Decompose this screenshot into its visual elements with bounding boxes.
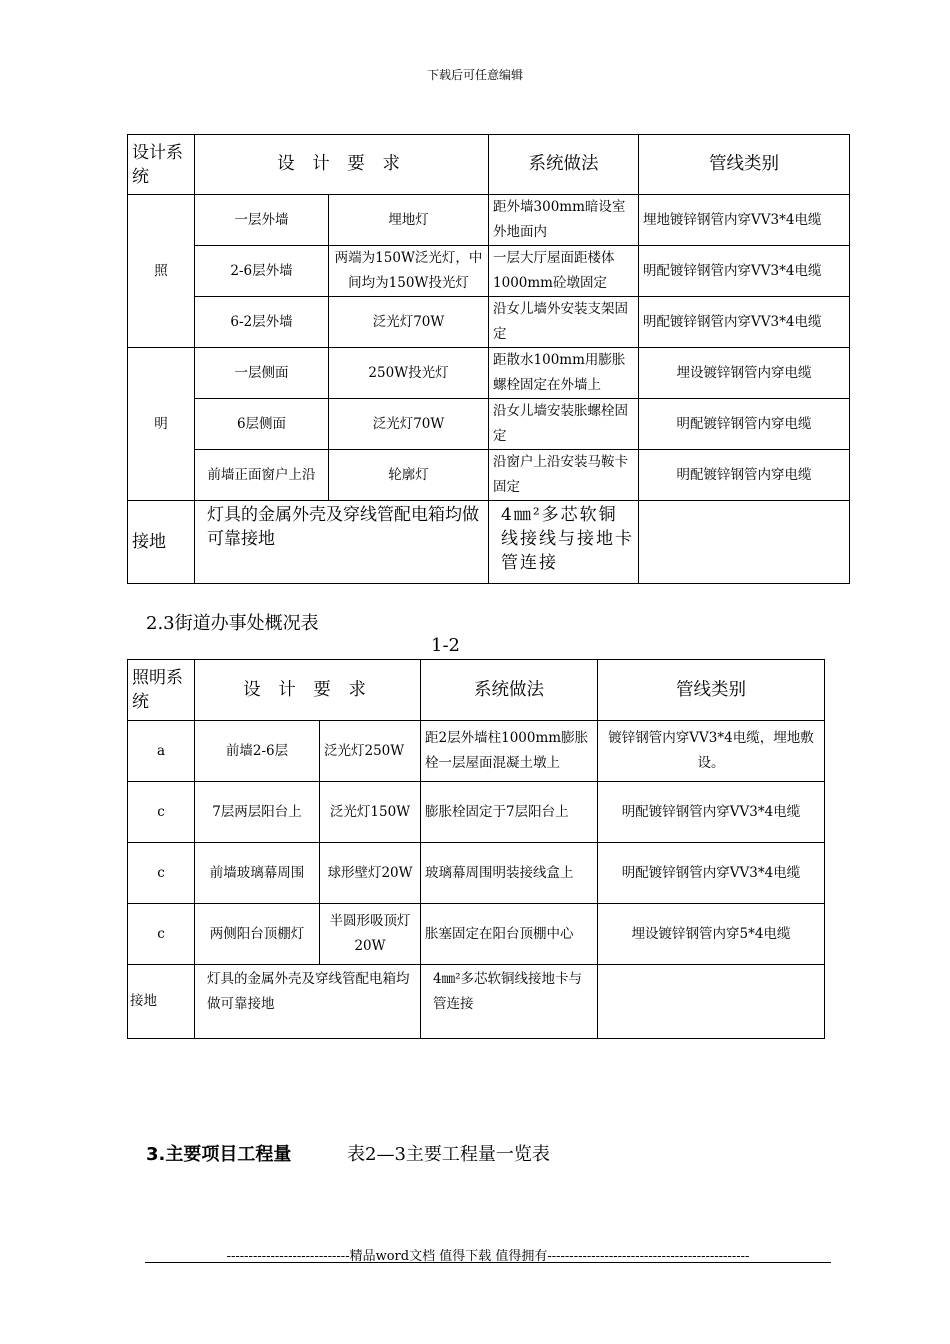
cell-location: 前墙2-6层 <box>195 721 320 782</box>
cell-method: 距外墙300mm暗设室外地面内 <box>489 195 639 246</box>
header-pipe-type: 管线类别 <box>598 660 825 721</box>
cell-system: a <box>128 721 195 782</box>
cell-fixture: 两端为150W泛光灯，中间均为150W投光灯 <box>329 246 489 297</box>
header-pipe-type: 管线类别 <box>639 135 850 195</box>
cell-pipe: 明配镀锌钢管内穿电缆 <box>639 399 850 450</box>
cell-location: 7层两层阳台上 <box>195 782 320 843</box>
grounding-requirement: 灯具的金属外壳及穿线管配电箱均做可靠接地 <box>195 501 489 584</box>
footer-divider <box>145 1262 831 1263</box>
table-row <box>128 450 850 501</box>
cell-fixture: 泛光灯250W <box>320 721 421 782</box>
table-row <box>128 348 850 399</box>
cell-fixture: 泛光灯70W <box>329 297 489 348</box>
cell-method: 胀塞固定在阳台顶棚中心 <box>421 904 598 965</box>
cell-system: c <box>128 904 195 965</box>
cell-pipe: 明配镀锌钢管内穿VV3*4电缆 <box>639 246 850 297</box>
cell-location: 前墙玻璃幕周围 <box>195 843 320 904</box>
cell-method: 一层大厅屋面距楼体1000mm砼墩固定 <box>489 246 639 297</box>
cell-location: 6-2层外墙 <box>195 297 329 348</box>
table-row <box>128 195 850 246</box>
cell-pipe: 埋设镀锌钢管内穿5*4电缆 <box>598 904 825 965</box>
header-design-requirement: 设 计 要 求 <box>195 660 421 721</box>
cell-pipe: 埋地镀锌钢管内穿VV3*4电缆 <box>639 195 850 246</box>
cell-pipe: 明配镀锌钢管内穿电缆 <box>639 450 850 501</box>
header-lighting-system: 照明系统 <box>128 660 195 721</box>
cell-method: 膨胀栓固定于7层阳台上 <box>421 782 598 843</box>
cell-method: 距散水100mm用膨胀螺栓固定在外墙上 <box>489 348 639 399</box>
section-heading-3: 3.主要项目工程量 <box>146 1144 292 1165</box>
lighting-design-table-1 <box>127 134 850 584</box>
table-number: 1-2 <box>431 635 460 656</box>
cell-method: 距2层外墙柱1000mm膨胀栓一层屋面混凝土墩上 <box>421 721 598 782</box>
cell-location: 两侧阳台顶棚灯 <box>195 904 320 965</box>
table-row <box>128 721 825 782</box>
header-design-system: 设计系统 <box>128 135 195 195</box>
cell-method: 沿窗户上沿安装马鞍卡固定 <box>489 450 639 501</box>
grounding-row <box>128 501 850 584</box>
table-row <box>128 297 850 348</box>
table-row <box>128 782 825 843</box>
grounding-pipe <box>598 965 825 1039</box>
cell-system: c <box>128 843 195 904</box>
table-row <box>128 904 825 965</box>
cell-method: 沿女儿墙外安装支架固定 <box>489 297 639 348</box>
lighting-design-table-2 <box>127 659 825 1039</box>
cell-pipe: 明配镀锌钢管内穿VV3*4电缆 <box>598 843 825 904</box>
cell-location: 一层外墙 <box>195 195 329 246</box>
cell-pipe: 埋设镀锌钢管内穿电缆 <box>639 348 850 399</box>
grounding-requirement: 灯具的金属外壳及穿线管配电箱均做可靠接地 <box>195 965 421 1039</box>
cell-location: 前墙正面窗户上沿 <box>195 450 329 501</box>
page-footer: ----------------------------精品word文档 值得下载 值得拥有---------------------------------------------- <box>226 1249 750 1264</box>
cell-location: 一层侧面 <box>195 348 329 399</box>
section-heading-2-3: 2.3街道办事处概况表 <box>146 613 319 634</box>
cell-system: c <box>128 782 195 843</box>
table-row <box>128 843 825 904</box>
group-label-top: 照 <box>128 195 195 348</box>
table-header-row <box>128 660 825 721</box>
header-system-method: 系统做法 <box>489 135 639 195</box>
cell-pipe: 镀锌钢管内穿VV3*4电缆，埋地敷设。 <box>598 721 825 782</box>
cell-fixture: 半圆形吸顶灯20W <box>320 904 421 965</box>
cell-fixture: 250W投光灯 <box>329 348 489 399</box>
header-design-requirement: 设 计 要 求 <box>195 135 489 195</box>
grounding-row <box>128 965 825 1039</box>
cell-fixture: 埋地灯 <box>329 195 489 246</box>
grounding-label: 接地 <box>128 501 195 584</box>
cell-pipe: 明配镀锌钢管内穿VV3*4电缆 <box>598 782 825 843</box>
table-row <box>128 399 850 450</box>
cell-pipe: 明配镀锌钢管内穿VV3*4电缆 <box>639 297 850 348</box>
cell-fixture: 轮廓灯 <box>329 450 489 501</box>
table-row <box>128 246 850 297</box>
grounding-method: 4㎜²多芯软铜线接地卡与管连接 <box>421 965 598 1039</box>
page-header: 下载后可任意编辑 <box>426 68 523 82</box>
cell-location: 2-6层外墙 <box>195 246 329 297</box>
header-system-method: 系统做法 <box>421 660 598 721</box>
grounding-label: 接地 <box>128 965 195 1039</box>
section-3-table-caption: 表2—3主要工程量一览表 <box>347 1144 550 1165</box>
cell-method: 沿女儿墙安装胀螺栓固定 <box>489 399 639 450</box>
cell-location: 6层侧面 <box>195 399 329 450</box>
grounding-method: 4㎜²多芯软铜线接线与接地卡管连接 <box>489 501 639 584</box>
table-header-row <box>128 135 850 195</box>
group-label-bottom: 明 <box>128 348 195 501</box>
cell-fixture: 球形壁灯20W <box>320 843 421 904</box>
cell-fixture: 泛光灯150W <box>320 782 421 843</box>
grounding-pipe <box>639 501 850 584</box>
cell-method: 玻璃幕周围明装接线盒上 <box>421 843 598 904</box>
cell-fixture: 泛光灯70W <box>329 399 489 450</box>
